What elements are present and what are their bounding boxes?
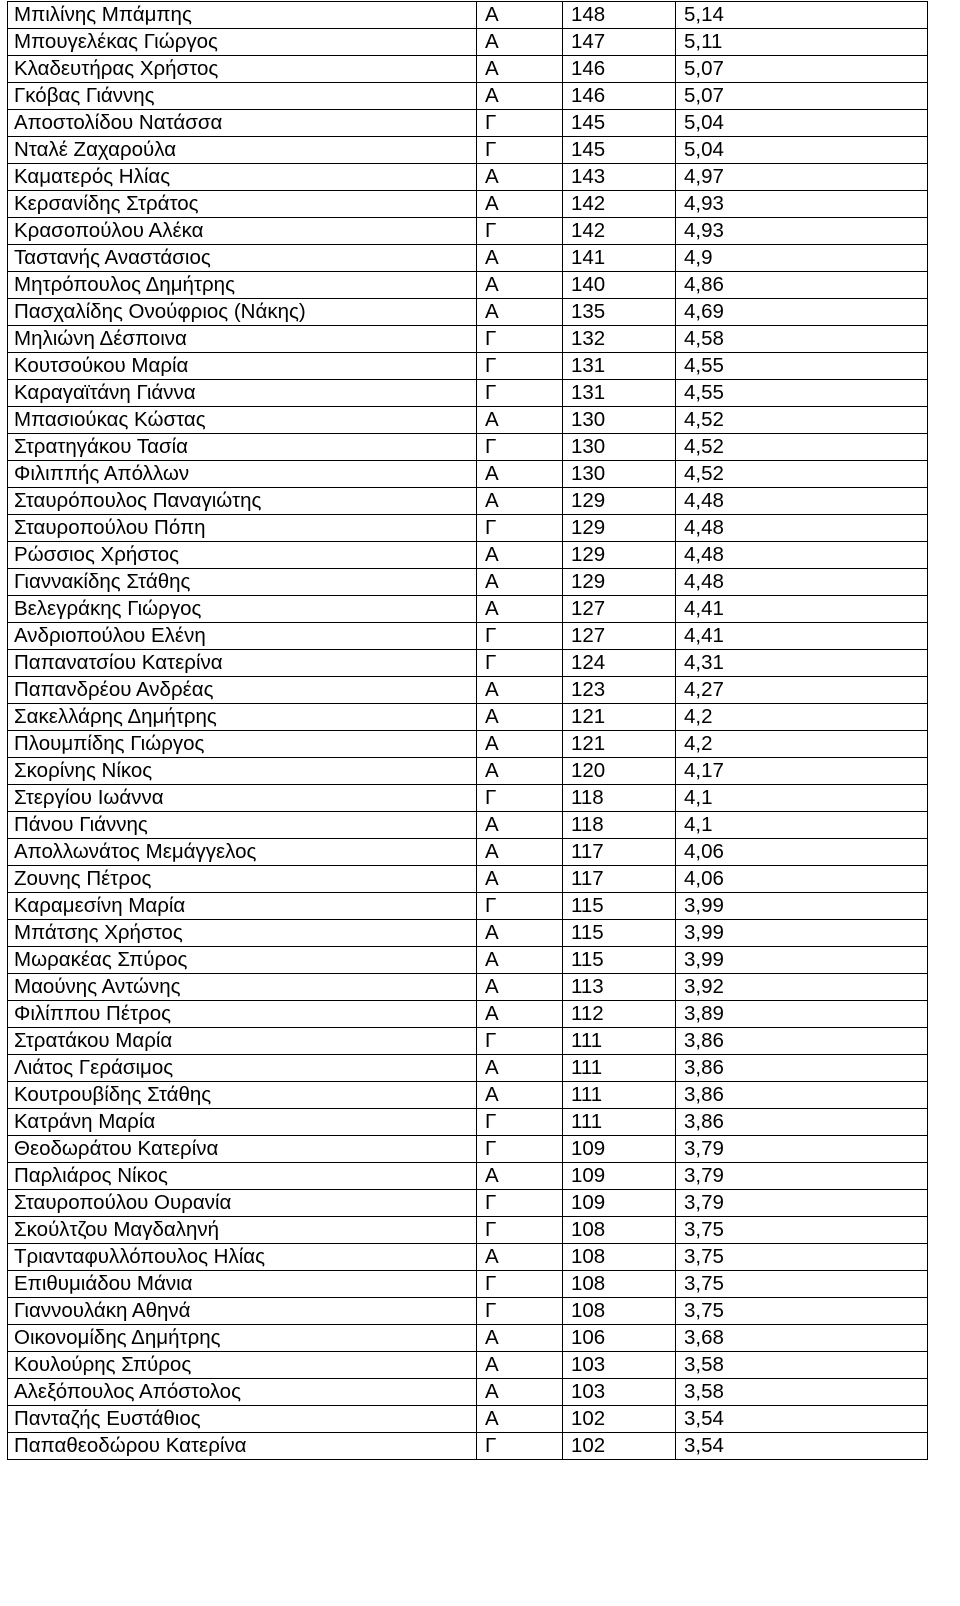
table-row <box>8 569 928 596</box>
category-cell: Α <box>477 83 563 110</box>
player-name-cell: Κρασοπούλου Αλέκα <box>8 218 477 245</box>
category-cell: Γ <box>477 380 563 407</box>
points-cell: 117 <box>563 866 676 893</box>
category-cell: Γ <box>477 353 563 380</box>
category-cell: Γ <box>477 1298 563 1325</box>
average-cell: 4,06 <box>676 839 928 866</box>
points-cell: 135 <box>563 299 676 326</box>
average-cell: 3,54 <box>676 1406 928 1433</box>
results-table <box>7 1 928 1460</box>
average-cell: 4,9 <box>676 245 928 272</box>
category-cell: Α <box>477 677 563 704</box>
points-cell: 131 <box>563 353 676 380</box>
category-cell: Α <box>477 596 563 623</box>
points-cell: 131 <box>563 380 676 407</box>
player-name-cell: Κουλούρης Σπύρος <box>8 1352 477 1379</box>
player-name-cell: Σκορίνης Νίκος <box>8 758 477 785</box>
player-name-cell: Γιαννουλάκη Αθηνά <box>8 1298 477 1325</box>
table-row <box>8 704 928 731</box>
table-row <box>8 353 928 380</box>
table-row <box>8 110 928 137</box>
table-row <box>8 1163 928 1190</box>
points-cell: 143 <box>563 164 676 191</box>
table-row <box>8 1406 928 1433</box>
player-name-cell: Πανταζής Ευστάθιος <box>8 1406 477 1433</box>
player-name-cell: Ανδριοπούλου Ελένη <box>8 623 477 650</box>
points-cell: 142 <box>563 218 676 245</box>
table-row <box>8 1271 928 1298</box>
points-cell: 145 <box>563 137 676 164</box>
player-name-cell: Πασχαλίδης Ονούφριος (Νάκης) <box>8 299 477 326</box>
player-name-cell: Ζουνης Πέτρος <box>8 866 477 893</box>
table-row <box>8 2 928 29</box>
player-name-cell: Κερσανίδης Στράτος <box>8 191 477 218</box>
player-name-cell: Φιλιππής Απόλλων <box>8 461 477 488</box>
average-cell: 3,86 <box>676 1028 928 1055</box>
category-cell: Γ <box>477 1217 563 1244</box>
average-cell: 4,86 <box>676 272 928 299</box>
points-cell: 109 <box>563 1163 676 1190</box>
average-cell: 3,86 <box>676 1109 928 1136</box>
table-row <box>8 272 928 299</box>
category-cell: Α <box>477 1325 563 1352</box>
average-cell: 4,2 <box>676 731 928 758</box>
points-cell: 109 <box>563 1136 676 1163</box>
points-cell: 141 <box>563 245 676 272</box>
player-name-cell: Σκούλτζου Μαγδαληνή <box>8 1217 477 1244</box>
average-cell: 4,41 <box>676 596 928 623</box>
average-cell: 4,48 <box>676 488 928 515</box>
table-row <box>8 83 928 110</box>
table-row <box>8 137 928 164</box>
points-cell: 129 <box>563 488 676 515</box>
category-cell: Α <box>477 461 563 488</box>
player-name-cell: Κουτσούκου Μαρία <box>8 353 477 380</box>
category-cell: Α <box>477 1406 563 1433</box>
table-row <box>8 812 928 839</box>
player-name-cell: Επιθυμιάδου Μάνια <box>8 1271 477 1298</box>
player-name-cell: Απολλωνάτος Μεμάγγελος <box>8 839 477 866</box>
points-cell: 117 <box>563 839 676 866</box>
table-row <box>8 164 928 191</box>
player-name-cell: Οικονομίδης Δημήτρης <box>8 1325 477 1352</box>
category-cell: Γ <box>477 326 563 353</box>
table-row <box>8 1082 928 1109</box>
category-cell: Γ <box>477 1136 563 1163</box>
player-name-cell: Στρατάκου Μαρία <box>8 1028 477 1055</box>
category-cell: Α <box>477 731 563 758</box>
category-cell: Α <box>477 488 563 515</box>
points-cell: 148 <box>563 2 676 29</box>
average-cell: 4,2 <box>676 704 928 731</box>
table-row <box>8 1001 928 1028</box>
table-row <box>8 596 928 623</box>
category-cell: Α <box>477 1055 563 1082</box>
table-row <box>8 1433 928 1460</box>
points-cell: 118 <box>563 785 676 812</box>
points-cell: 123 <box>563 677 676 704</box>
average-cell: 5,04 <box>676 110 928 137</box>
table-row <box>8 1028 928 1055</box>
average-cell: 3,79 <box>676 1163 928 1190</box>
points-cell: 146 <box>563 56 676 83</box>
player-name-cell: Βελεγράκης Γιώργος <box>8 596 477 623</box>
player-name-cell: Γκόβας Γιάννης <box>8 83 477 110</box>
category-cell: Α <box>477 1001 563 1028</box>
points-cell: 145 <box>563 110 676 137</box>
average-cell: 3,99 <box>676 947 928 974</box>
points-cell: 106 <box>563 1325 676 1352</box>
points-cell: 109 <box>563 1190 676 1217</box>
average-cell: 4,55 <box>676 353 928 380</box>
player-name-cell: Πλουμπίδης Γιώργος <box>8 731 477 758</box>
player-name-cell: Τριανταφυλλόπουλος Ηλίας <box>8 1244 477 1271</box>
points-cell: 108 <box>563 1244 676 1271</box>
category-cell: Α <box>477 704 563 731</box>
table-row <box>8 731 928 758</box>
points-cell: 132 <box>563 326 676 353</box>
player-name-cell: Σταυροπούλου Ουρανία <box>8 1190 477 1217</box>
average-cell: 3,75 <box>676 1244 928 1271</box>
table-row <box>8 1109 928 1136</box>
player-name-cell: Καματερός Ηλίας <box>8 164 477 191</box>
average-cell: 3,79 <box>676 1190 928 1217</box>
table-row <box>8 758 928 785</box>
player-name-cell: Θεοδωράτου Κατερίνα <box>8 1136 477 1163</box>
category-cell: Γ <box>477 785 563 812</box>
table-row <box>8 1136 928 1163</box>
category-cell: Γ <box>477 434 563 461</box>
player-name-cell: Σταυρόπουλος Παναγιώτης <box>8 488 477 515</box>
points-cell: 127 <box>563 623 676 650</box>
table-row <box>8 785 928 812</box>
average-cell: 3,75 <box>676 1298 928 1325</box>
average-cell: 4,55 <box>676 380 928 407</box>
average-cell: 4,93 <box>676 218 928 245</box>
average-cell: 4,17 <box>676 758 928 785</box>
points-cell: 127 <box>563 596 676 623</box>
category-cell: Α <box>477 974 563 1001</box>
category-cell: Α <box>477 29 563 56</box>
average-cell: 4,1 <box>676 785 928 812</box>
points-cell: 118 <box>563 812 676 839</box>
category-cell: Α <box>477 272 563 299</box>
points-cell: 115 <box>563 947 676 974</box>
average-cell: 3,89 <box>676 1001 928 1028</box>
points-cell: 124 <box>563 650 676 677</box>
player-name-cell: Αλεξόπουλος Απόστολος <box>8 1379 477 1406</box>
average-cell: 3,75 <box>676 1217 928 1244</box>
average-cell: 4,58 <box>676 326 928 353</box>
player-name-cell: Παπανατσίου Κατερίνα <box>8 650 477 677</box>
player-name-cell: Στεργίου Ιωάννα <box>8 785 477 812</box>
category-cell: Γ <box>477 623 563 650</box>
average-cell: 4,93 <box>676 191 928 218</box>
average-cell: 4,97 <box>676 164 928 191</box>
average-cell: 4,31 <box>676 650 928 677</box>
points-cell: 147 <box>563 29 676 56</box>
table-row <box>8 1352 928 1379</box>
points-cell: 111 <box>563 1109 676 1136</box>
player-name-cell: Ταστανής Αναστάσιος <box>8 245 477 272</box>
table-row <box>8 1379 928 1406</box>
average-cell: 4,69 <box>676 299 928 326</box>
average-cell: 4,48 <box>676 569 928 596</box>
category-cell: Α <box>477 299 563 326</box>
table-row <box>8 1298 928 1325</box>
table-row <box>8 245 928 272</box>
player-name-cell: Στρατηγάκου Τασία <box>8 434 477 461</box>
table-row <box>8 893 928 920</box>
average-cell: 3,54 <box>676 1433 928 1460</box>
average-cell: 4,52 <box>676 434 928 461</box>
player-name-cell: Νταλέ Ζαχαρούλα <box>8 137 477 164</box>
average-cell: 3,99 <box>676 920 928 947</box>
player-name-cell: Φιλίππου Πέτρος <box>8 1001 477 1028</box>
average-cell: 4,52 <box>676 407 928 434</box>
points-cell: 103 <box>563 1352 676 1379</box>
category-cell: Γ <box>477 110 563 137</box>
average-cell: 5,14 <box>676 2 928 29</box>
category-cell: Α <box>477 866 563 893</box>
category-cell: Α <box>477 1163 563 1190</box>
category-cell: Γ <box>477 1271 563 1298</box>
player-name-cell: Σταυροπούλου Πόπη <box>8 515 477 542</box>
category-cell: Α <box>477 920 563 947</box>
category-cell: Γ <box>477 1190 563 1217</box>
player-name-cell: Πάνου Γιάννης <box>8 812 477 839</box>
player-name-cell: Κουτρουβίδης Στάθης <box>8 1082 477 1109</box>
player-name-cell: Μπάτσης Χρήστος <box>8 920 477 947</box>
player-name-cell: Μπιλίνης Μπάμπης <box>8 2 477 29</box>
category-cell: Α <box>477 1082 563 1109</box>
player-name-cell: Αποστολίδου Νατάσσα <box>8 110 477 137</box>
points-cell: 146 <box>563 83 676 110</box>
points-cell: 115 <box>563 920 676 947</box>
points-cell: 111 <box>563 1028 676 1055</box>
player-name-cell: Σακελλάρης Δημήτρης <box>8 704 477 731</box>
player-name-cell: Μπασιούκας Κώστας <box>8 407 477 434</box>
player-name-cell: Κλαδευτήρας Χρήστος <box>8 56 477 83</box>
player-name-cell: Γιαννακίδης Στάθης <box>8 569 477 596</box>
category-cell: Γ <box>477 137 563 164</box>
table-row <box>8 947 928 974</box>
category-cell: Γ <box>477 1109 563 1136</box>
table-row <box>8 1244 928 1271</box>
points-cell: 142 <box>563 191 676 218</box>
player-name-cell: Μπουγελέκας Γιώργος <box>8 29 477 56</box>
table-row <box>8 515 928 542</box>
average-cell: 4,27 <box>676 677 928 704</box>
table-row <box>8 839 928 866</box>
table-row <box>8 1217 928 1244</box>
average-cell: 3,68 <box>676 1325 928 1352</box>
points-cell: 108 <box>563 1298 676 1325</box>
table-row <box>8 56 928 83</box>
average-cell: 5,11 <box>676 29 928 56</box>
player-name-cell: Καραμεσίνη Μαρία <box>8 893 477 920</box>
points-cell: 121 <box>563 704 676 731</box>
category-cell: Α <box>477 407 563 434</box>
player-name-cell: Κατράνη Μαρία <box>8 1109 477 1136</box>
points-cell: 113 <box>563 974 676 1001</box>
table-row <box>8 326 928 353</box>
points-cell: 129 <box>563 569 676 596</box>
average-cell: 3,99 <box>676 893 928 920</box>
table-row <box>8 1325 928 1352</box>
table-row <box>8 866 928 893</box>
table-row <box>8 461 928 488</box>
table-row <box>8 380 928 407</box>
player-name-cell: Μητρόπουλος Δημήτρης <box>8 272 477 299</box>
table-row <box>8 1055 928 1082</box>
points-cell: 111 <box>563 1082 676 1109</box>
table-row <box>8 623 928 650</box>
points-cell: 102 <box>563 1406 676 1433</box>
points-cell: 103 <box>563 1379 676 1406</box>
player-name-cell: Παπανδρέου Ανδρέας <box>8 677 477 704</box>
category-cell: Α <box>477 758 563 785</box>
category-cell: Α <box>477 2 563 29</box>
average-cell: 3,86 <box>676 1055 928 1082</box>
average-cell: 3,92 <box>676 974 928 1001</box>
average-cell: 5,07 <box>676 83 928 110</box>
player-name-cell: Μαούνης Αντώνης <box>8 974 477 1001</box>
average-cell: 5,07 <box>676 56 928 83</box>
table-row <box>8 407 928 434</box>
points-cell: 111 <box>563 1055 676 1082</box>
points-cell: 130 <box>563 434 676 461</box>
table-row <box>8 299 928 326</box>
points-cell: 121 <box>563 731 676 758</box>
category-cell: Γ <box>477 650 563 677</box>
category-cell: Α <box>477 812 563 839</box>
table-row <box>8 920 928 947</box>
points-cell: 130 <box>563 461 676 488</box>
average-cell: 4,52 <box>676 461 928 488</box>
category-cell: Α <box>477 191 563 218</box>
table-row <box>8 650 928 677</box>
category-cell: Α <box>477 947 563 974</box>
category-cell: Α <box>477 164 563 191</box>
category-cell: Γ <box>477 1433 563 1460</box>
points-cell: 140 <box>563 272 676 299</box>
player-name-cell: Καραγαϊτάνη Γιάννα <box>8 380 477 407</box>
points-cell: 130 <box>563 407 676 434</box>
category-cell: Α <box>477 542 563 569</box>
category-cell: Α <box>477 569 563 596</box>
points-cell: 102 <box>563 1433 676 1460</box>
points-cell: 129 <box>563 542 676 569</box>
player-name-cell: Ρώσσιος Χρήστος <box>8 542 477 569</box>
table-row <box>8 1190 928 1217</box>
average-cell: 4,1 <box>676 812 928 839</box>
points-cell: 108 <box>563 1217 676 1244</box>
points-cell: 108 <box>563 1271 676 1298</box>
table-row <box>8 218 928 245</box>
player-name-cell: Παπαθεοδώρου Κατερίνα <box>8 1433 477 1460</box>
table-row <box>8 434 928 461</box>
average-cell: 3,79 <box>676 1136 928 1163</box>
points-cell: 115 <box>563 893 676 920</box>
category-cell: Γ <box>477 1028 563 1055</box>
category-cell: Α <box>477 1379 563 1406</box>
category-cell: Α <box>477 1352 563 1379</box>
player-name-cell: Μωρακέας Σπύρος <box>8 947 477 974</box>
points-cell: 112 <box>563 1001 676 1028</box>
category-cell: Α <box>477 245 563 272</box>
category-cell: Α <box>477 1244 563 1271</box>
category-cell: Α <box>477 839 563 866</box>
player-name-cell: Μηλιώνη Δέσποινα <box>8 326 477 353</box>
points-cell: 120 <box>563 758 676 785</box>
table-row <box>8 488 928 515</box>
table-row <box>8 974 928 1001</box>
average-cell: 4,41 <box>676 623 928 650</box>
category-cell: Γ <box>477 515 563 542</box>
player-name-cell: Λιάτος Γεράσιμος <box>8 1055 477 1082</box>
average-cell: 3,58 <box>676 1352 928 1379</box>
results-table-body <box>8 2 928 1460</box>
points-cell: 129 <box>563 515 676 542</box>
average-cell: 4,48 <box>676 542 928 569</box>
average-cell: 3,58 <box>676 1379 928 1406</box>
average-cell: 3,86 <box>676 1082 928 1109</box>
category-cell: Γ <box>477 893 563 920</box>
table-row <box>8 677 928 704</box>
average-cell: 5,04 <box>676 137 928 164</box>
table-row <box>8 542 928 569</box>
table-row <box>8 29 928 56</box>
category-cell: Α <box>477 56 563 83</box>
average-cell: 4,48 <box>676 515 928 542</box>
average-cell: 3,75 <box>676 1271 928 1298</box>
category-cell: Γ <box>477 218 563 245</box>
average-cell: 4,06 <box>676 866 928 893</box>
table-row <box>8 191 928 218</box>
player-name-cell: Παρλιάρος Νίκος <box>8 1163 477 1190</box>
